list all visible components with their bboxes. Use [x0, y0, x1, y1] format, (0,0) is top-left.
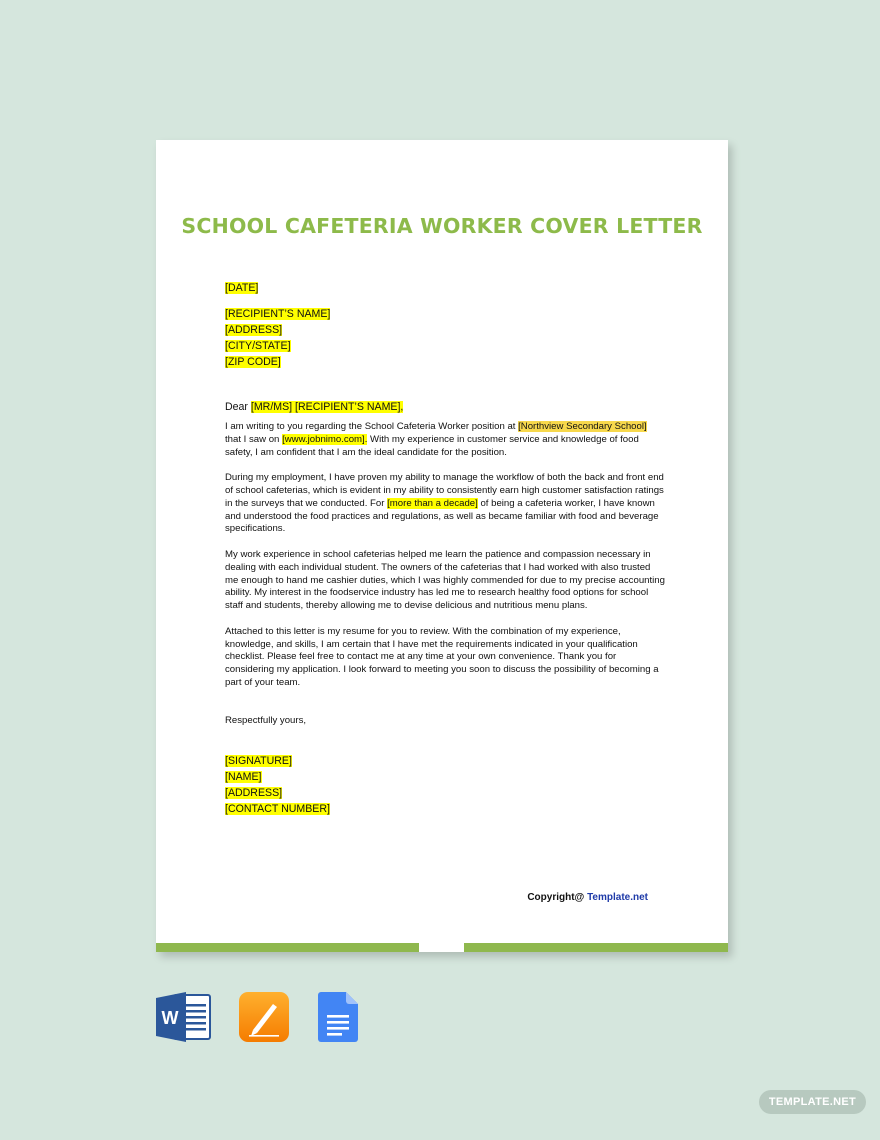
- sender-name: [NAME]: [225, 771, 262, 784]
- word-icon[interactable]: [156, 992, 212, 1047]
- paragraph-4: Attached to this letter is my resume for you to review. With the combination of my experience, knowledge, and skills, I am certain that I have met the requirements indicated in your qualification checklist. Please feel free to contact me at any time at your own convenience. Thank you for considering my application. I look forward to meeting you soon to discuss the possibility of becoming a part of your team.: [225, 625, 659, 688]
- paragraph-2: During my employment, I have proven my ability to manage the workflow of both the back and front end of school cafeterias, which is evident in my ability to consistently earn high customer satisfaction ratings in the surveys that we conducted. For [more than a decade] of being a cafeteria worker, I have known and understood the food practices and regulations, as well as became familiar with food and beverage specifications.: [225, 472, 664, 535]
- document-title: SCHOOL CAFETERIA WORKER COVER LETTER: [181, 214, 703, 238]
- signature-block: [225, 753, 665, 817]
- svg-text:W: W: [161, 1008, 179, 1028]
- watermark-badge: TEMPLATE.NET: [759, 1090, 866, 1114]
- sender-contact: [CONTACT NUMBER]: [225, 803, 330, 816]
- school-placeholder: [Northview Secondary School]: [518, 421, 647, 432]
- copyright: Copyright@ Template.net: [527, 892, 648, 903]
- recipient-city-state: [CITY/STATE]: [225, 340, 291, 352]
- closing: Respectfully yours,: [225, 714, 307, 726]
- accent-bar-right: [464, 943, 728, 952]
- duration-placeholder: [more than a decade]: [387, 497, 478, 509]
- app-icons: [0, 992, 880, 1052]
- copyright-link[interactable]: Template.net: [587, 892, 648, 903]
- document-page: [156, 140, 728, 952]
- recipient-zip: [ZIP CODE]: [225, 356, 281, 368]
- recipient-address: [ADDRESS]: [225, 324, 283, 336]
- signature-placeholder: [SIGNATURE]: [225, 755, 292, 768]
- sender-address: [ADDRESS]: [225, 787, 283, 800]
- paragraph-1: I am writing to you regarding the School Cafeteria Worker position at [Northview Secondary School] that I saw on [www.jobnimo.com]. With my experience in customer service and knowledge of food safety, I am confident that I am the ideal candidate for the position.: [225, 421, 647, 458]
- accent-bar-left: [156, 943, 419, 952]
- pages-icon[interactable]: [239, 992, 289, 1047]
- recipient-name: [RECIPIENT’S NAME]: [225, 308, 331, 320]
- website-placeholder: [www.jobnimo.com].: [282, 433, 368, 445]
- paragraph-3: My work experience in school cafeterias helped me learn the patience and compassion necessary in dealing with each individual student. The owners of the cafeterias that I had worked with also trusted me enough to hand me cashier duties, which I was highly commended for due to my precise accounting ability. My interest in the foodservice industry has led me to research healthy food options for school staff and students, thereby allowing me to devise delicious and nutritious menu plans.: [225, 548, 665, 612]
- letter-body: [225, 280, 665, 817]
- recipient-block: [225, 306, 665, 370]
- salutation: Dear [MR/MS] [RECIPIENT’S NAME],: [225, 401, 404, 413]
- date-placeholder: [DATE]: [225, 282, 259, 294]
- google-docs-icon[interactable]: [318, 992, 358, 1047]
